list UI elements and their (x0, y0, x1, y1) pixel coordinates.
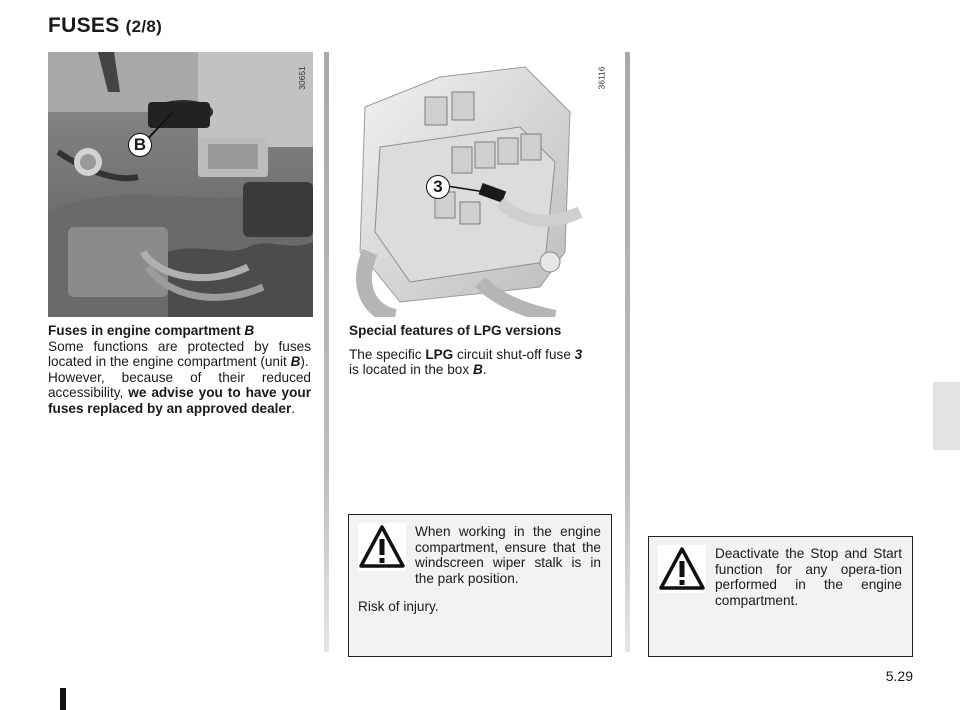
middle-text-block (349, 323, 611, 378)
warning-text-stop-start: Deactivate the Stop and Start function for any opera-tion performed in the engine compartment. (715, 546, 902, 608)
fuse-box-illustration (340, 52, 612, 317)
callout-3: 3 (426, 175, 450, 199)
page-number: 5.29 (885, 668, 913, 684)
section-heading-fuses: Fuses in engine compartment B (48, 323, 255, 338)
warning-triangle-icon (658, 545, 706, 593)
title-subtitle: (2/8) (125, 17, 163, 36)
callout-b: B (128, 133, 152, 157)
warning-risk-text: Risk of injury. (358, 599, 439, 614)
warning-triangle-icon (358, 523, 406, 571)
page-title (48, 14, 162, 38)
warning-box-wiper (348, 514, 612, 657)
warning-text-wiper: When working in the engine compartment, ensure that the windscreen wiper stalk is in the park position. (415, 524, 601, 586)
title-main: FUSES (48, 14, 120, 37)
column-divider-left (324, 52, 329, 652)
edge-marker-bar (60, 688, 66, 710)
chapter-tab (933, 382, 960, 450)
left-text-block (48, 323, 311, 417)
paragraph-lpg: The specific LPG circuit shut-off fuse 3 is located in the box B. (349, 346, 583, 378)
column-divider-right (625, 52, 630, 652)
engine-compartment-photo (48, 52, 313, 317)
paragraph-accessibility: However, because of their reduced accessibility, we advise you to have your fuses replaced by an approved dealer. (48, 369, 311, 416)
section-heading-lpg: Special features of LPG versions (349, 323, 562, 338)
image-ref-middle: 36116 (596, 66, 607, 90)
warning-box-stop-start (648, 536, 913, 657)
paragraph-protected: Some functions are protected by fuses located in the engine compartment (unit B). (48, 338, 311, 370)
image-ref-left: 30651 (296, 66, 307, 90)
